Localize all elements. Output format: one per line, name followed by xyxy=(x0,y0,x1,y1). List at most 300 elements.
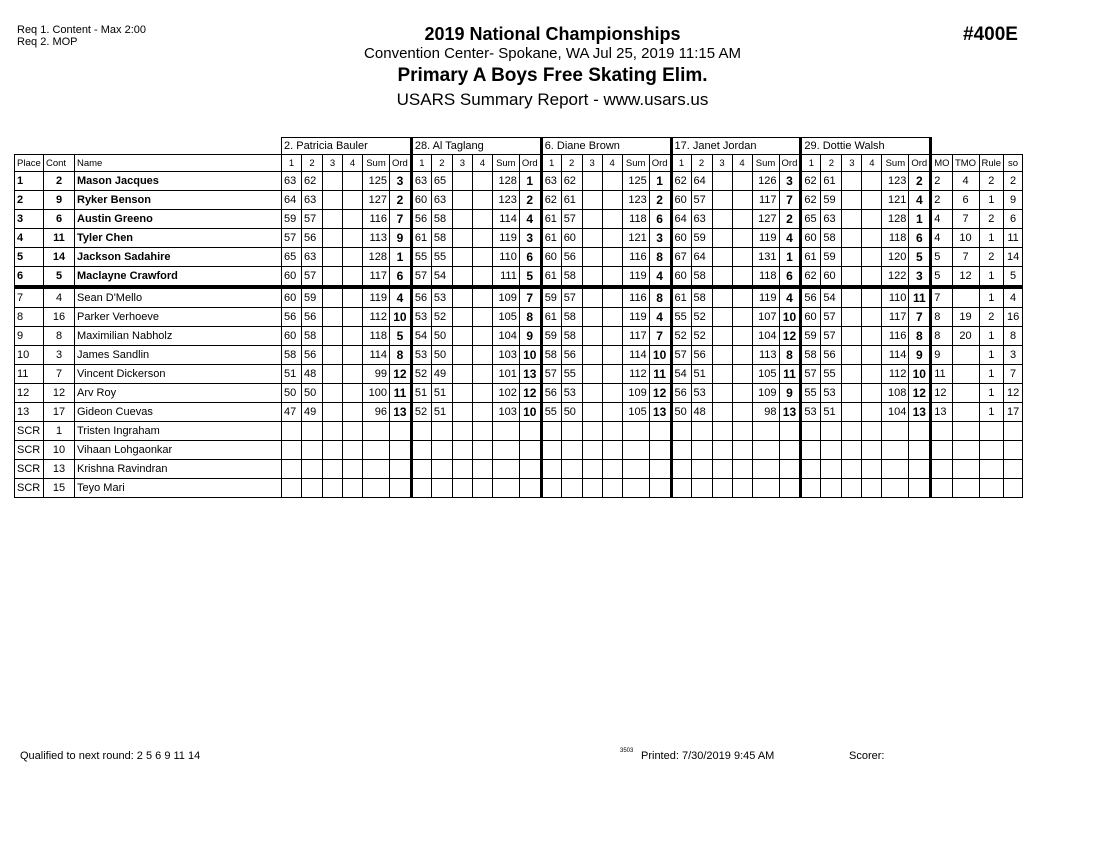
score-4-cell xyxy=(732,308,752,327)
score-4-cell xyxy=(862,346,882,365)
ordinal-cell: 12 xyxy=(390,365,412,384)
score-2-cell: 57 xyxy=(821,308,842,327)
score-2-cell: 55 xyxy=(561,365,582,384)
ordinal-cell: 10 xyxy=(390,308,412,327)
ordinal-cell: 9 xyxy=(390,229,412,248)
col-header-s4: 4 xyxy=(732,155,752,172)
score-2-cell: 58 xyxy=(431,210,452,229)
score-sum-cell: 107 xyxy=(752,308,779,327)
table-row xyxy=(15,441,1023,460)
score-sum-cell: 117 xyxy=(882,308,909,327)
ordinal-cell xyxy=(390,460,412,479)
score-3-cell xyxy=(323,460,343,479)
results-table xyxy=(14,137,1023,498)
score-3-cell xyxy=(582,460,602,479)
rule-cell: 1 xyxy=(979,346,1004,365)
score-sum-cell xyxy=(882,460,909,479)
tmo-cell: 12 xyxy=(952,267,979,288)
skater-name-cell: Tristen Ingraham xyxy=(75,422,282,441)
tmo-cell: 6 xyxy=(952,191,979,210)
score-4-cell xyxy=(472,327,492,346)
so-cell: 2 xyxy=(1004,172,1023,191)
col-header-s3: 3 xyxy=(712,155,732,172)
score-1-cell: 55 xyxy=(541,403,561,422)
score-4-cell xyxy=(472,384,492,403)
skater-name-cell: Parker Verhoeve xyxy=(75,308,282,327)
score-sum-cell xyxy=(492,441,519,460)
event-title: Primary A Boys Free Skating Elim. xyxy=(397,65,708,86)
ordinal-cell: 9 xyxy=(519,327,541,346)
score-sum-cell xyxy=(752,441,779,460)
ordinal-cell: 7 xyxy=(649,327,671,346)
score-1-cell: 61 xyxy=(541,267,561,288)
ordinal-cell: 10 xyxy=(519,346,541,365)
mo-cell xyxy=(931,460,952,479)
score-3-cell xyxy=(582,210,602,229)
score-3-cell xyxy=(452,441,472,460)
score-2-cell: 50 xyxy=(302,384,323,403)
score-3-cell xyxy=(452,191,472,210)
ordinal-cell: 1 xyxy=(649,172,671,191)
score-1-cell: 61 xyxy=(801,248,821,267)
skater-name-cell: Krishna Ravindran xyxy=(75,460,282,479)
score-1-cell: 58 xyxy=(541,346,561,365)
score-4-cell xyxy=(862,287,882,308)
ordinal-cell: 8 xyxy=(519,308,541,327)
score-sum-cell xyxy=(363,460,390,479)
rule-cell: 1 xyxy=(979,267,1004,288)
score-1-cell: 60 xyxy=(801,308,821,327)
score-2-cell: 57 xyxy=(821,327,842,346)
score-2-cell: 63 xyxy=(691,210,712,229)
score-2-cell: 50 xyxy=(561,403,582,422)
skater-name-cell: Vihaan Lohgaonkar xyxy=(75,441,282,460)
score-sum-cell: 101 xyxy=(492,365,519,384)
score-4-cell xyxy=(343,441,363,460)
place-cell: 2 xyxy=(15,191,44,210)
score-2-cell: 58 xyxy=(561,308,582,327)
score-4-cell xyxy=(602,210,622,229)
ordinal-cell: 6 xyxy=(649,210,671,229)
score-sum-cell: 119 xyxy=(363,287,390,308)
rule-cell: 1 xyxy=(979,365,1004,384)
requirements xyxy=(17,24,146,48)
skater-name-cell: Austin Greeno xyxy=(75,210,282,229)
score-2-cell xyxy=(821,460,842,479)
ordinal-cell xyxy=(779,479,801,498)
score-sum-cell: 110 xyxy=(882,287,909,308)
score-4-cell xyxy=(472,267,492,288)
score-2-cell: 56 xyxy=(691,346,712,365)
score-3-cell xyxy=(323,267,343,288)
score-3-cell xyxy=(452,327,472,346)
contestant-number-cell: 10 xyxy=(44,441,75,460)
score-1-cell: 50 xyxy=(282,384,302,403)
so-cell: 14 xyxy=(1004,248,1023,267)
score-3-cell xyxy=(842,403,862,422)
report-title: USARS Summary Report - www.usars.us xyxy=(396,90,709,109)
score-4-cell xyxy=(472,308,492,327)
score-sum-cell: 105 xyxy=(752,365,779,384)
score-1-cell xyxy=(541,460,561,479)
score-1-cell: 52 xyxy=(411,365,431,384)
score-2-cell: 61 xyxy=(821,172,842,191)
score-1-cell: 61 xyxy=(671,287,691,308)
ordinal-cell: 3 xyxy=(519,229,541,248)
table-row xyxy=(15,365,1023,384)
score-sum-cell: 120 xyxy=(882,248,909,267)
ordinal-cell: 11 xyxy=(779,365,801,384)
score-1-cell: 54 xyxy=(671,365,691,384)
score-sum-cell: 119 xyxy=(752,229,779,248)
mo-cell: 2 xyxy=(931,172,952,191)
ordinal-cell: 2 xyxy=(909,172,931,191)
score-1-cell: 60 xyxy=(411,191,431,210)
col-header-place: Place xyxy=(15,155,44,172)
score-1-cell: 58 xyxy=(282,346,302,365)
score-sum-cell: 109 xyxy=(752,384,779,403)
score-2-cell xyxy=(561,479,582,498)
place-cell: 8 xyxy=(15,308,44,327)
rule-cell: 2 xyxy=(979,308,1004,327)
score-sum-cell: 114 xyxy=(622,346,649,365)
col-header-s2: 2 xyxy=(691,155,712,172)
judge-name: 29. Dottie Walsh xyxy=(801,138,931,155)
ordinal-cell: 8 xyxy=(649,287,671,308)
table-row xyxy=(15,327,1023,346)
score-4-cell xyxy=(732,346,752,365)
so-cell xyxy=(1004,479,1023,498)
mo-cell: 5 xyxy=(931,248,952,267)
score-4-cell xyxy=(343,229,363,248)
ordinal-cell xyxy=(649,422,671,441)
score-1-cell: 60 xyxy=(541,248,561,267)
score-2-cell: 59 xyxy=(821,191,842,210)
rule-cell: 2 xyxy=(979,172,1004,191)
score-3-cell xyxy=(712,287,732,308)
so-cell: 3 xyxy=(1004,346,1023,365)
table-row xyxy=(15,229,1023,248)
ordinal-cell: 4 xyxy=(779,287,801,308)
score-2-cell: 50 xyxy=(431,327,452,346)
score-4-cell xyxy=(602,384,622,403)
score-2-cell xyxy=(302,479,323,498)
score-4-cell xyxy=(862,384,882,403)
ordinal-cell: 5 xyxy=(909,248,931,267)
requirement-2: Req 2. MOP xyxy=(17,36,78,48)
tmo-cell: 7 xyxy=(952,248,979,267)
score-4-cell xyxy=(472,441,492,460)
contestant-number-cell: 12 xyxy=(44,384,75,403)
score-3-cell xyxy=(842,267,862,288)
judge-name: 6. Diane Brown xyxy=(541,138,671,155)
score-3-cell xyxy=(842,308,862,327)
ordinal-cell: 12 xyxy=(649,384,671,403)
tmo-cell: 7 xyxy=(952,210,979,229)
ordinal-cell: 11 xyxy=(909,287,931,308)
score-sum-cell: 119 xyxy=(622,308,649,327)
score-4-cell xyxy=(732,479,752,498)
score-sum-cell: 98 xyxy=(752,403,779,422)
score-1-cell xyxy=(671,460,691,479)
score-sum-cell: 100 xyxy=(363,384,390,403)
ordinal-cell: 1 xyxy=(779,248,801,267)
score-4-cell xyxy=(343,210,363,229)
score-3-cell xyxy=(582,308,602,327)
score-sum-cell: 125 xyxy=(622,172,649,191)
tmo-cell xyxy=(952,460,979,479)
score-2-cell: 61 xyxy=(561,191,582,210)
score-3-cell xyxy=(582,287,602,308)
contestant-number-cell: 13 xyxy=(44,460,75,479)
score-1-cell xyxy=(282,441,302,460)
score-1-cell: 60 xyxy=(671,267,691,288)
score-2-cell xyxy=(821,441,842,460)
table-row xyxy=(15,248,1023,267)
table-row xyxy=(15,422,1023,441)
mo-cell: 4 xyxy=(931,229,952,248)
score-3-cell xyxy=(582,422,602,441)
score-1-cell: 56 xyxy=(282,308,302,327)
ordinal-cell xyxy=(779,422,801,441)
so-cell xyxy=(1004,422,1023,441)
tmo-cell xyxy=(952,346,979,365)
score-2-cell: 63 xyxy=(302,191,323,210)
ordinal-cell xyxy=(390,441,412,460)
score-sum-cell: 114 xyxy=(492,210,519,229)
score-3-cell xyxy=(842,346,862,365)
score-1-cell: 60 xyxy=(671,229,691,248)
place-cell: 10 xyxy=(15,346,44,365)
score-4-cell xyxy=(472,365,492,384)
score-2-cell: 54 xyxy=(431,267,452,288)
score-1-cell: 57 xyxy=(411,267,431,288)
score-2-cell xyxy=(561,422,582,441)
ordinal-cell xyxy=(390,479,412,498)
ordinal-cell: 13 xyxy=(649,403,671,422)
score-3-cell xyxy=(842,460,862,479)
score-2-cell: 50 xyxy=(431,346,452,365)
ordinal-cell xyxy=(909,422,931,441)
score-sum-cell xyxy=(622,460,649,479)
score-3-cell xyxy=(712,308,732,327)
scorer-label: Scorer: xyxy=(849,750,885,762)
score-1-cell: 47 xyxy=(282,403,302,422)
ordinal-cell: 4 xyxy=(649,308,671,327)
score-sum-cell: 111 xyxy=(492,267,519,288)
score-2-cell: 62 xyxy=(302,172,323,191)
score-1-cell: 60 xyxy=(801,229,821,248)
score-sum-cell: 116 xyxy=(363,210,390,229)
score-2-cell: 59 xyxy=(821,248,842,267)
score-sum-cell: 117 xyxy=(752,191,779,210)
score-4-cell xyxy=(732,287,752,308)
score-1-cell xyxy=(541,441,561,460)
score-2-cell: 56 xyxy=(561,248,582,267)
ordinal-cell: 11 xyxy=(390,384,412,403)
score-1-cell xyxy=(411,479,431,498)
score-3-cell xyxy=(712,384,732,403)
score-4-cell xyxy=(472,210,492,229)
ordinal-cell: 8 xyxy=(390,346,412,365)
ordinal-cell: 2 xyxy=(779,210,801,229)
table-row xyxy=(15,403,1023,422)
score-2-cell: 58 xyxy=(561,267,582,288)
score-4-cell xyxy=(862,365,882,384)
score-2-cell: 55 xyxy=(431,248,452,267)
table-row xyxy=(15,384,1023,403)
score-1-cell: 61 xyxy=(541,229,561,248)
score-sum-cell: 102 xyxy=(492,384,519,403)
score-2-cell: 56 xyxy=(302,308,323,327)
score-1-cell xyxy=(411,460,431,479)
score-3-cell xyxy=(712,248,732,267)
rule-cell xyxy=(979,441,1004,460)
score-1-cell: 56 xyxy=(411,210,431,229)
score-sum-cell: 112 xyxy=(622,365,649,384)
score-sum-cell: 104 xyxy=(882,403,909,422)
score-1-cell xyxy=(671,479,691,498)
score-3-cell xyxy=(452,308,472,327)
skater-name-cell: Mason Jacques xyxy=(75,172,282,191)
score-1-cell xyxy=(801,441,821,460)
score-3-cell xyxy=(842,422,862,441)
score-sum-cell: 105 xyxy=(622,403,649,422)
score-3-cell xyxy=(452,287,472,308)
ordinal-cell xyxy=(519,422,541,441)
score-1-cell: 59 xyxy=(541,287,561,308)
score-3-cell xyxy=(582,346,602,365)
skater-name-cell: Teyo Mari xyxy=(75,479,282,498)
header-spacer xyxy=(15,138,282,155)
skater-name-cell: Maclayne Crawford xyxy=(75,267,282,288)
ordinal-cell: 13 xyxy=(909,403,931,422)
ordinal-cell: 10 xyxy=(649,346,671,365)
score-4-cell xyxy=(862,210,882,229)
tmo-cell xyxy=(952,287,979,308)
ordinal-cell xyxy=(519,479,541,498)
score-4-cell xyxy=(343,460,363,479)
score-3-cell xyxy=(452,479,472,498)
ordinal-cell: 7 xyxy=(779,191,801,210)
score-1-cell: 60 xyxy=(671,191,691,210)
mo-cell: 11 xyxy=(931,365,952,384)
score-2-cell: 57 xyxy=(561,287,582,308)
rule-cell: 1 xyxy=(979,384,1004,403)
ordinal-cell: 3 xyxy=(649,229,671,248)
score-3-cell xyxy=(452,248,472,267)
place-cell: 5 xyxy=(15,248,44,267)
score-2-cell: 53 xyxy=(691,384,712,403)
score-sum-cell: 116 xyxy=(622,287,649,308)
col-header-s3: 3 xyxy=(842,155,862,172)
score-4-cell xyxy=(343,248,363,267)
score-3-cell xyxy=(582,327,602,346)
score-3-cell xyxy=(712,460,732,479)
score-4-cell xyxy=(602,327,622,346)
so-cell xyxy=(1004,460,1023,479)
score-3-cell xyxy=(712,479,732,498)
tmo-cell: 20 xyxy=(952,327,979,346)
score-4-cell xyxy=(343,191,363,210)
score-2-cell xyxy=(431,441,452,460)
score-sum-cell xyxy=(492,422,519,441)
score-sum-cell: 103 xyxy=(492,403,519,422)
score-sum-cell: 131 xyxy=(752,248,779,267)
ordinal-cell: 10 xyxy=(779,308,801,327)
score-sum-cell: 110 xyxy=(492,248,519,267)
place-cell: SCR xyxy=(15,479,44,498)
so-cell: 11 xyxy=(1004,229,1023,248)
tmo-cell: 10 xyxy=(952,229,979,248)
rule-cell: 1 xyxy=(979,191,1004,210)
score-3-cell xyxy=(842,248,862,267)
mo-cell: 12 xyxy=(931,384,952,403)
score-3-cell xyxy=(323,327,343,346)
table-row xyxy=(15,172,1023,191)
score-2-cell: 51 xyxy=(691,365,712,384)
ordinal-cell: 1 xyxy=(909,210,931,229)
ordinal-cell: 6 xyxy=(390,267,412,288)
score-sum-cell: 108 xyxy=(882,384,909,403)
qualified-list: Qualified to next round: 2 5 6 9 11 14 xyxy=(20,750,201,762)
contestant-number-cell: 8 xyxy=(44,327,75,346)
score-1-cell: 64 xyxy=(671,210,691,229)
score-3-cell xyxy=(452,172,472,191)
ordinal-cell: 6 xyxy=(909,229,931,248)
place-cell: 1 xyxy=(15,172,44,191)
score-4-cell xyxy=(732,441,752,460)
ordinal-cell: 13 xyxy=(519,365,541,384)
score-1-cell: 57 xyxy=(801,365,821,384)
score-sum-cell: 104 xyxy=(492,327,519,346)
score-1-cell: 50 xyxy=(671,403,691,422)
score-1-cell: 52 xyxy=(411,403,431,422)
score-3-cell xyxy=(452,460,472,479)
score-1-cell xyxy=(541,479,561,498)
score-1-cell: 56 xyxy=(801,287,821,308)
ordinal-cell: 12 xyxy=(519,384,541,403)
ordinal-cell: 5 xyxy=(390,327,412,346)
col-header-s1: 1 xyxy=(282,155,302,172)
place-cell: 3 xyxy=(15,210,44,229)
score-2-cell: 65 xyxy=(431,172,452,191)
col-header-s2: 2 xyxy=(302,155,323,172)
score-2-cell xyxy=(691,422,712,441)
score-3-cell xyxy=(323,384,343,403)
score-1-cell: 53 xyxy=(411,346,431,365)
ordinal-cell: 3 xyxy=(779,172,801,191)
score-4-cell xyxy=(602,365,622,384)
ordinal-cell xyxy=(779,460,801,479)
score-sum-cell xyxy=(882,479,909,498)
col-header-s2: 2 xyxy=(561,155,582,172)
table-row xyxy=(15,267,1023,288)
score-3-cell xyxy=(582,267,602,288)
skater-name-cell: Gideon Cuevas xyxy=(75,403,282,422)
score-sum-cell xyxy=(752,422,779,441)
ordinal-cell: 5 xyxy=(519,267,541,288)
score-4-cell xyxy=(343,287,363,308)
ordinal-cell: 1 xyxy=(390,248,412,267)
score-2-cell: 53 xyxy=(561,384,582,403)
skater-name-cell: Sean D'Mello xyxy=(75,287,282,308)
ordinal-cell: 4 xyxy=(649,267,671,288)
event-number: #400E xyxy=(963,24,1018,45)
score-4-cell xyxy=(862,327,882,346)
ordinal-cell: 6 xyxy=(779,267,801,288)
score-1-cell xyxy=(282,422,302,441)
